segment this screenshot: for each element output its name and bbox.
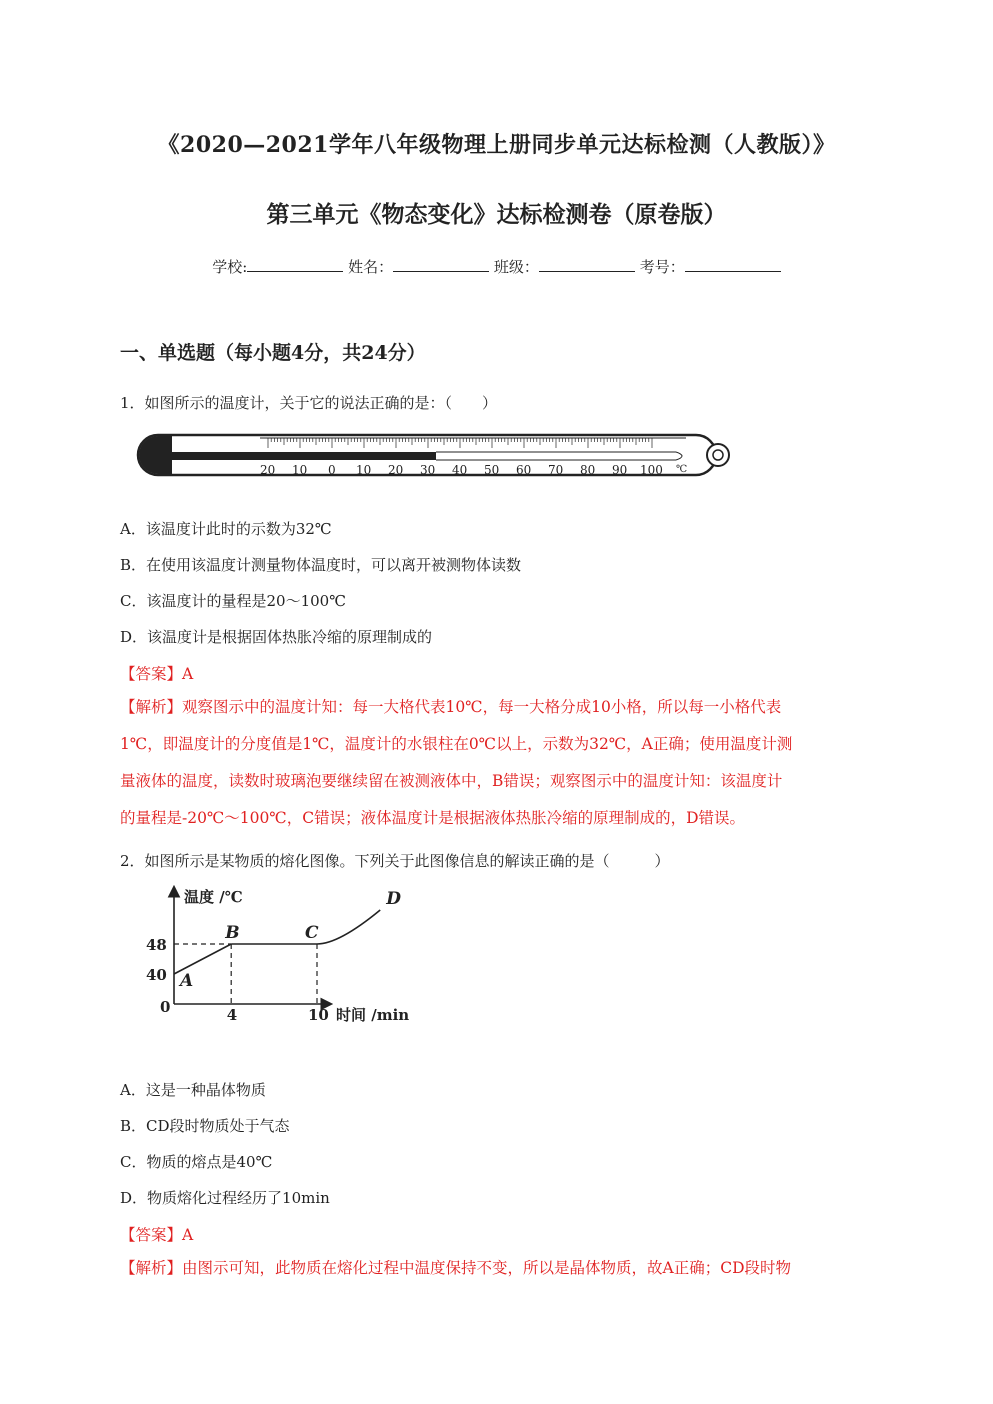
x-tick-label: 10 [308, 1006, 329, 1024]
q1-answer-value: A [182, 665, 194, 683]
name-blank[interactable] [393, 257, 489, 272]
point-label: B [225, 923, 240, 943]
q1-analysis-line: 量液体的温度，读数时玻璃泡要继续留在被测液体中，B错误；观察图示中的温度计知：该温度计 [120, 772, 783, 790]
q2-option-a[interactable]: A．这是一种晶体物质 [120, 1081, 266, 1099]
thermometer-tick-label: 70 [548, 463, 564, 477]
exam-number-blank[interactable] [685, 257, 781, 272]
q2-answer-tag: 【答案】 [120, 1226, 183, 1244]
series-line [317, 910, 380, 944]
y-tick-label: 40 [146, 966, 167, 984]
thermometer-tick-label: 20 [260, 463, 276, 477]
thermometer-tick-label: 30 [420, 463, 436, 477]
melting-graph [140, 880, 440, 1030]
thermometer-tick-label: 100 [640, 463, 663, 477]
q2-analysis [120, 1250, 880, 1287]
q2-option-c[interactable]: C．物质的熔点是40℃ [120, 1153, 273, 1171]
class-blank[interactable] [539, 257, 635, 272]
point-label: A [180, 971, 194, 991]
section-heading: 一、单选题（每小题4分，共24分） [120, 342, 426, 364]
thermometer-tick-label: 90 [612, 463, 628, 477]
q2-analysis-tag: 【解析】 [120, 1259, 183, 1277]
doc-subtitle: 第三单元《物态变化》达标检测卷（原卷版） [266, 201, 727, 228]
q1-answer [120, 662, 193, 684]
q1-answer-tag: 【答案】 [120, 665, 183, 683]
q1-option-b[interactable]: B．在使用该温度计测量物体温度时，可以离开被测物体读数 [120, 556, 522, 574]
q2-option-b[interactable]: B．CD段时物质处于气态 [120, 1117, 290, 1135]
y-tick-label: 48 [146, 936, 167, 954]
student-info-row [0, 256, 993, 277]
origin-label: 0 [160, 998, 171, 1016]
y-axis-label: 温度 /℃ [184, 888, 243, 906]
q1-stem: 1．如图所示的温度计，关于它的说法正确的是：（ ） [120, 394, 498, 412]
thermometer-tick-label: 60 [516, 463, 532, 477]
exam-number-label: 考号： [639, 258, 685, 276]
thermometer-tick-label: 0 [328, 463, 336, 477]
thermometer-figure [128, 428, 732, 482]
x-tick-label: 4 [226, 1006, 238, 1024]
x-axis-label: 时间 /min [336, 1006, 410, 1024]
q2-analysis-line: 【解析】由图示可知，此物质在熔化过程中温度保持不变，所以是晶体物质，故A正确；CD段时物 [120, 1259, 791, 1277]
thermometer-tick-label: 10 [292, 463, 308, 477]
doc-title: 《2020—2021学年八年级物理上册同步单元达标检测（人教版）》 [157, 132, 836, 158]
q1-analysis [120, 689, 880, 837]
point-label: C [305, 923, 319, 943]
q1-option-c[interactable]: C．该温度计的量程是20～100℃ [120, 592, 346, 610]
q1-analysis-line: 1℃，即温度计的分度值是1℃，温度计的水银柱在0℃以上，示数为32℃，A正确；使用温度计测 [120, 735, 793, 753]
name-label: 姓名： [348, 258, 394, 276]
q2-answer-value: A [182, 1226, 194, 1244]
thermometer-tick-label: 80 [580, 463, 596, 477]
q2-option-d[interactable]: D．物质熔化过程经历了10min [120, 1189, 330, 1207]
q1-analysis-line: 的量程是-20℃～100℃，C错误；液体温度计是根据液体热胀冷缩的原理制成的，D错误。 [120, 809, 746, 827]
point-label: D [386, 889, 401, 909]
mercury-column [172, 452, 436, 460]
school-label: 学校: [212, 258, 248, 276]
series-line [174, 944, 231, 974]
q2-answer [120, 1223, 193, 1245]
q1-option-d[interactable]: D．该温度计是根据固体热胀冷缩的原理制成的 [120, 628, 433, 646]
q1-option-a[interactable]: A．该温度计此时的示数为32℃ [120, 520, 332, 538]
school-blank[interactable] [247, 257, 343, 272]
thermometer-tick-label: 50 [484, 463, 500, 477]
q1-analysis-tag: 【解析】 [120, 698, 183, 716]
thermometer-tick-label: 40 [452, 463, 468, 477]
class-label: 班级： [493, 258, 539, 276]
thermometer-tick-label: 10 [356, 463, 372, 477]
q1-analysis-line: 【解析】观察图示中的温度计知：每一大格代表10℃，每一大格分成10小格，所以每一小格代表 [120, 698, 782, 716]
thermometer-unit: ℃ [676, 464, 688, 475]
q2-stem: 2．如图所示是某物质的熔化图像。下列关于此图像信息的解读正确的是（ ） [120, 852, 670, 870]
thermometer-tick-label: 20 [388, 463, 404, 477]
